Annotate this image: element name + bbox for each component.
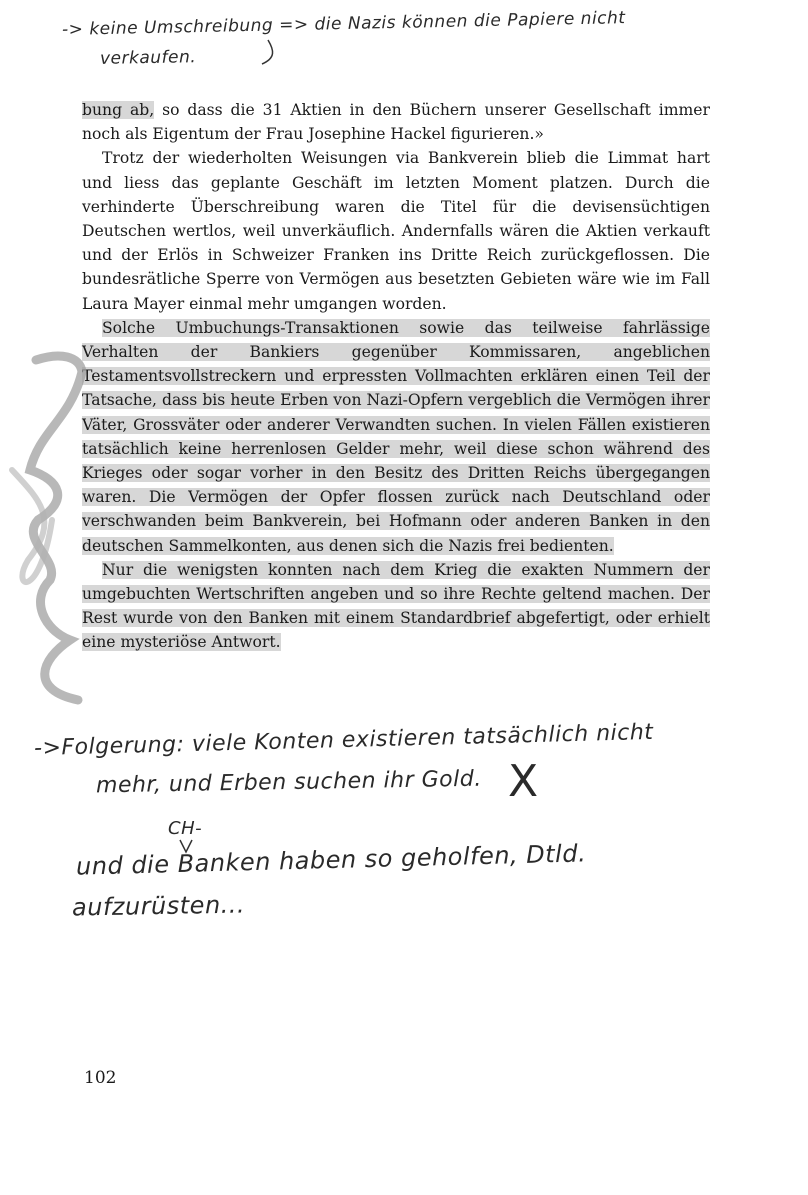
handwritten-x-mark: X	[508, 756, 539, 807]
handwritten-note-top-line1: -> keine Umschreibung => die Nazis können die Papiere nicht	[61, 8, 626, 40]
handwritten-note-bottom-line1: ->Folgerung: viele Konten existieren tatsächlich nicht	[33, 719, 654, 762]
paragraph-text: so dass die 31 Aktien in den Büchern unserer Gesellschaft immer noch als Eigentum der Frau Josephine Hackel figurieren.»	[82, 101, 710, 144]
margin-scribble-mark	[12, 470, 52, 582]
body-text	[82, 98, 710, 655]
paragraph: Trotz der wiederholten Weisungen via Bankverein blieb die Limmat hart und liess das geplante Geschäft im letzten Moment platzen. Durch die verhinderte Überschreibung waren die Titel für die devisensüchtigen Deutschen wertlos, weil unverkäuflich. Andernfalls wären die Aktien verkauft und der Erlös in Schweizer Franken ins Dritte Reich zurückgeflossen. Die bundesrätliche Sperre von Vermögen aus besetzten Gebieten wäre wie im Fall Laura Mayer einmal mehr umgangen worden.	[82, 149, 710, 313]
highlighted-fragment: bung ab,	[82, 101, 155, 119]
handwritten-note-bottom-line4: aufzurüsten...	[71, 890, 246, 922]
handwritten-note-bottom-line3: und die Banken haben so geholfen, Dtld.	[75, 839, 587, 881]
margin-scribble-mark	[30, 356, 82, 700]
handwritten-note-bottom-line2: mehr, und Erben suchen ihr Gold.	[95, 766, 482, 799]
pen-stroke-mark	[262, 40, 273, 64]
handwritten-insert-above: CH-	[168, 818, 203, 839]
highlighted-paragraph-text: Nur die wenigsten konnten nach dem Krieg die exakten Nummern der umgebuchten Wertschriften angeben und so ihre Rechte geltend machen. Der Rest wurde von den Banken mit einem Standardbrief abgefertigt, oder erhielt eine mysteriöse Antwort.	[82, 560, 710, 652]
paragraph-highlighted	[82, 558, 710, 655]
paragraph-continued	[82, 98, 710, 146]
highlighted-paragraph-text: Solche Umbuchungs-Transaktionen sowie das teilweise fahrlässige Verhalten der Bankiers gegenüber Kommissaren, angeblichen Testamentsvollstreckern und erpressten Vollmachten erklären einen Teil der Tatsache, dass bis heute Erben von Nazi-Opfern vergeblich die Vermögen ihrer Väter, Grossväter oder anderer Verwandten suchen. In vielen Fällen existieren tatsächlich keine herrenlosen Gelder mehr, weil diese schon während des Krieges oder sogar vorher in den Besitz des Dritten Reichs übergegangen waren. Die Vermögen der Opfer flossen zurück nach Deutschland oder verschwanden beim Bankverein, bei Hofmann oder anderen Banken in den deutschen Sammelkonten, aus denen sich die Nazis frei bedienten.	[82, 318, 710, 555]
page-number: 102	[84, 1068, 117, 1088]
handwritten-note-top-line2: verkaufen.	[99, 47, 197, 69]
paragraph-highlighted	[82, 316, 710, 558]
